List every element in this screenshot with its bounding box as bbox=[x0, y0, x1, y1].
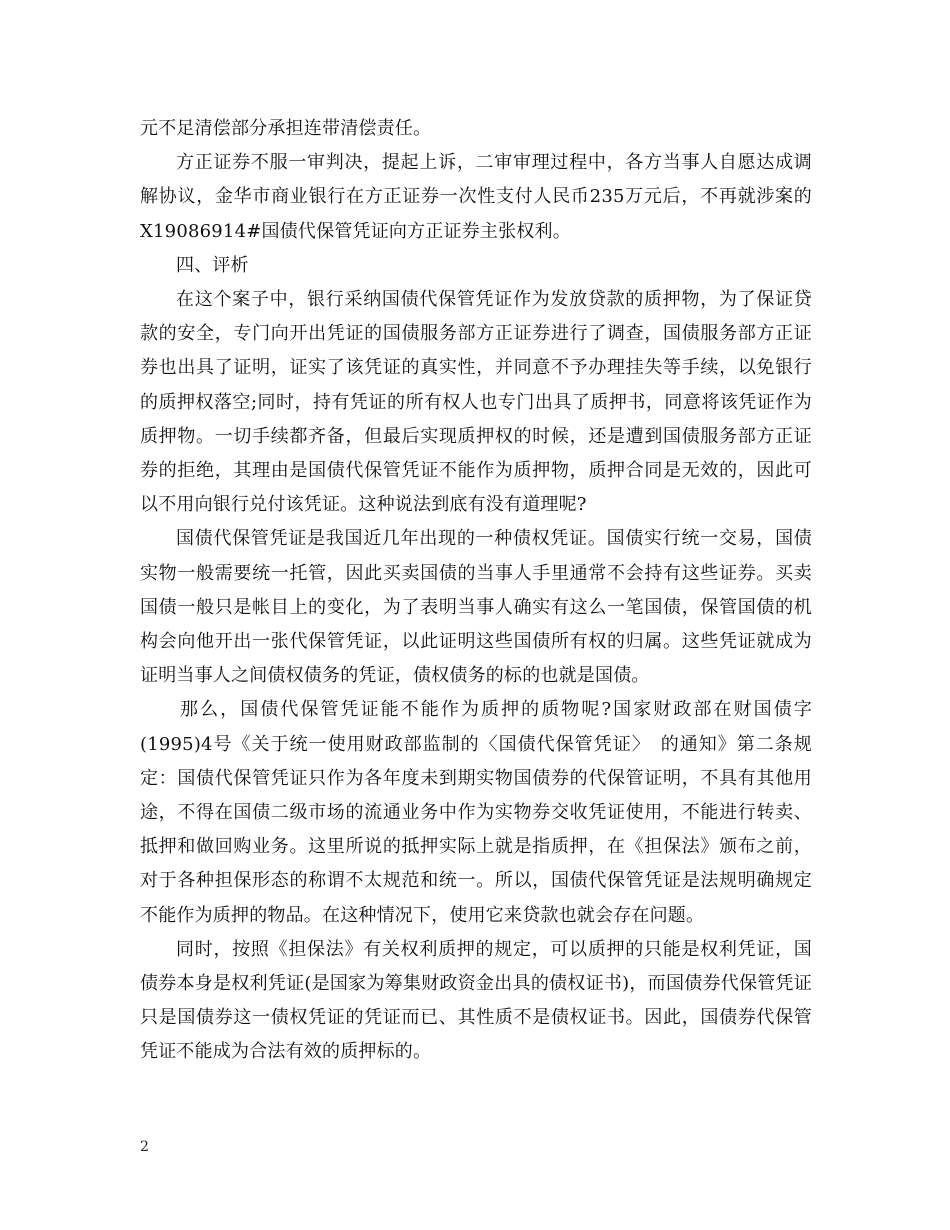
paragraph-appeal-settlement: 方正证券不服一审判决，提起上诉，二审审理过程中，各方当事人自愿达成调解协议，金华市商业银行在方正证券一次性支付人民币235万元后，不再就涉案的X19086914#国债代保管凭证向方正证券主张权利。 bbox=[140, 152, 812, 242]
page-number: 2 bbox=[140, 1139, 149, 1155]
document-body bbox=[140, 112, 812, 1070]
paragraph-pledge-regulation: 那么，国债代保管凭证能不能作为质押的质物呢?国家财政部在财国债字(1995)4号《关于统一使用财政部监制的〈国债代保管凭证〉 的通知》第二条规定：国债代保管凭证只作为各年度未到期实物国债券的代保管证明，不具有其他用途，不得在国债二级市场的流通业务中作为实物券交收凭证使用，不能进行转卖、抵押和做回购业务。这里所说的抵押实际上就是指质押，在《担保法》颁布之前，对于各种担保形态的称谓不太规范和统一。所以，国债代保管凭证是法规明确规定不能作为质押的物品。在这种情况下，使用它来贷款也就会存在问题。 bbox=[140, 699, 812, 926]
section-heading-analysis: 四、评析 bbox=[176, 254, 249, 276]
paragraph-case-analysis: 在这个案子中，银行采纳国债代保管凭证作为发放贷款的质押物，为了保证贷款的安全，专门向开出凭证的国债服务部方正证券进行了调查，国债服务部方正证券也出具了证明，证实了该凭证的真实性，并同意不予办理挂失等手续，以免银行的质押权落空;同时，持有凭证的所有权人也专门出具了质押书，同意将该凭证作为质押物。一切手续都齐备，但最后实现质押权的时候，还是遭到国债服务部方正证券的拒绝，其理由是国债代保管凭证不能作为质押物，质押合同是无效的，因此可以不用向银行兑付该凭证。这种说法到底有没有道理呢? bbox=[140, 289, 812, 516]
paragraph-custody-certificate-definition: 国债代保管凭证是我国近几年出现的一种债权凭证。国债实行统一交易，国债实物一般需要统一托管，因此买卖国债的当事人手里通常不会持有这些证券。买卖国债一般只是帐目上的变化，为了表明当事人确实有这么一笔国债，保管国债的机构会向他开出一张代保管凭证，以此证明这些国债所有权的归属。这些凭证就成为证明当事人之间债权债务的凭证，债权债务的标的也就是国债。 bbox=[140, 528, 812, 687]
paragraph-liability-continuation: 元不足清偿部分承担连带清偿责任。 bbox=[140, 118, 432, 139]
paragraph-guarantee-law-conclusion: 同时，按照《担保法》有关权利质押的规定，可以质押的只能是权利凭证，国债券本身是权利凭证(是国家为筹集财政资金出具的债权证书)，而国债券代保管凭证只是国债券这一债权凭证的凭证而已、其性质不是债权证书。因此，国债券代保管凭证不能成为合法有效的质押标的。 bbox=[140, 938, 812, 1063]
